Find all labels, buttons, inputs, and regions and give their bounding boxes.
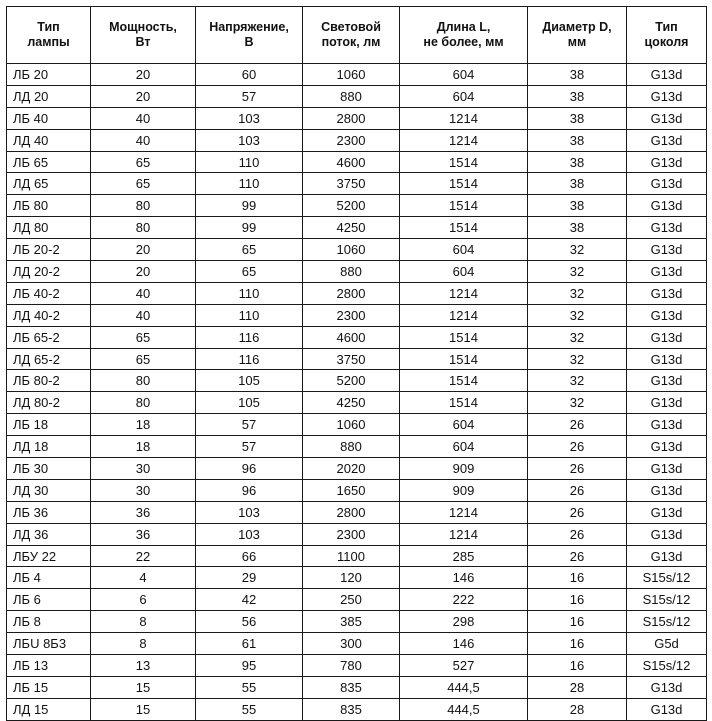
cell-luminous-flux: 780 [303, 655, 400, 677]
cell-voltage: 57 [196, 85, 303, 107]
cell-luminous-flux: 835 [303, 676, 400, 698]
cell-lamp-type: ЛБ 40-2 [7, 282, 91, 304]
cell-diameter: 38 [528, 85, 627, 107]
cell-base-type: S15s/12 [627, 655, 707, 677]
cell-base-type: S15s/12 [627, 611, 707, 633]
header-line: мм [567, 35, 587, 49]
cell-voltage: 103 [196, 107, 303, 129]
cell-base-type: G13d [627, 282, 707, 304]
cell-length: 604 [400, 239, 528, 261]
cell-lamp-type: ЛД 20 [7, 85, 91, 107]
cell-power: 80 [91, 392, 196, 414]
cell-length: 604 [400, 261, 528, 283]
table-row [7, 85, 707, 107]
cell-diameter: 32 [528, 392, 627, 414]
cell-length: 1514 [400, 326, 528, 348]
cell-base-type: G13d [627, 414, 707, 436]
cell-lamp-type: ЛД 36 [7, 523, 91, 545]
cell-luminous-flux: 2800 [303, 282, 400, 304]
cell-luminous-flux: 4250 [303, 217, 400, 239]
cell-length: 222 [400, 589, 528, 611]
table-row [7, 655, 707, 677]
cell-lamp-type: ЛБ 8 [7, 611, 91, 633]
header-line: Диаметр D, [542, 20, 612, 34]
header-length [400, 7, 528, 64]
table-row [7, 304, 707, 326]
cell-base-type: G13d [627, 348, 707, 370]
cell-power: 80 [91, 195, 196, 217]
cell-power: 80 [91, 217, 196, 239]
cell-power: 6 [91, 589, 196, 611]
cell-luminous-flux: 300 [303, 633, 400, 655]
cell-diameter: 16 [528, 589, 627, 611]
table-row [7, 458, 707, 480]
cell-lamp-type: ЛБ 80 [7, 195, 91, 217]
cell-length: 604 [400, 414, 528, 436]
cell-base-type: S15s/12 [627, 567, 707, 589]
cell-length: 444,5 [400, 676, 528, 698]
cell-diameter: 38 [528, 107, 627, 129]
cell-length: 604 [400, 85, 528, 107]
cell-diameter: 26 [528, 545, 627, 567]
table-row [7, 217, 707, 239]
cell-luminous-flux: 120 [303, 567, 400, 589]
cell-diameter: 16 [528, 567, 627, 589]
cell-base-type: G13d [627, 436, 707, 458]
lamp-spec-sheet [6, 6, 706, 717]
cell-lamp-type: ЛБ 20 [7, 64, 91, 86]
cell-base-type: G13d [627, 173, 707, 195]
cell-lamp-type: ЛБ 20-2 [7, 239, 91, 261]
cell-diameter: 38 [528, 151, 627, 173]
cell-diameter: 28 [528, 698, 627, 720]
cell-power: 20 [91, 239, 196, 261]
cell-lamp-type: ЛД 65-2 [7, 348, 91, 370]
cell-power: 40 [91, 107, 196, 129]
cell-voltage: 42 [196, 589, 303, 611]
cell-power: 20 [91, 64, 196, 86]
cell-voltage: 110 [196, 304, 303, 326]
table-row [7, 151, 707, 173]
cell-lamp-type: ЛБU 8Б3 [7, 633, 91, 655]
cell-length: 1214 [400, 501, 528, 523]
cell-power: 36 [91, 523, 196, 545]
cell-power: 40 [91, 129, 196, 151]
header-line: Тип [37, 20, 60, 34]
cell-diameter: 26 [528, 414, 627, 436]
cell-power: 40 [91, 304, 196, 326]
cell-length: 298 [400, 611, 528, 633]
cell-base-type: G13d [627, 85, 707, 107]
cell-base-type: G13d [627, 698, 707, 720]
cell-luminous-flux: 3750 [303, 348, 400, 370]
cell-length: 1214 [400, 523, 528, 545]
cell-lamp-type: ЛБ 40 [7, 107, 91, 129]
cell-diameter: 38 [528, 195, 627, 217]
cell-base-type: G13d [627, 392, 707, 414]
table-row [7, 479, 707, 501]
cell-power: 15 [91, 698, 196, 720]
cell-power: 30 [91, 458, 196, 480]
cell-luminous-flux: 2800 [303, 501, 400, 523]
cell-base-type: G13d [627, 326, 707, 348]
cell-lamp-type: ЛБ 65-2 [7, 326, 91, 348]
header-voltage [196, 7, 303, 64]
cell-length: 1514 [400, 392, 528, 414]
cell-length: 1514 [400, 348, 528, 370]
header-lamp-type [7, 7, 91, 64]
cell-base-type: G13d [627, 151, 707, 173]
cell-base-type: G13d [627, 261, 707, 283]
cell-luminous-flux: 5200 [303, 370, 400, 392]
table-row [7, 436, 707, 458]
header-line: Тип [655, 20, 678, 34]
cell-diameter: 16 [528, 611, 627, 633]
table-row [7, 107, 707, 129]
table-row [7, 633, 707, 655]
table-body [7, 64, 707, 721]
cell-length: 146 [400, 567, 528, 589]
cell-base-type: G13d [627, 479, 707, 501]
table-row [7, 676, 707, 698]
cell-luminous-flux: 1100 [303, 545, 400, 567]
header-line: Длина L, [436, 20, 491, 34]
cell-voltage: 60 [196, 64, 303, 86]
table-row [7, 326, 707, 348]
cell-diameter: 38 [528, 217, 627, 239]
cell-length: 1514 [400, 195, 528, 217]
cell-voltage: 116 [196, 348, 303, 370]
cell-voltage: 56 [196, 611, 303, 633]
cell-lamp-type: ЛБ 6 [7, 589, 91, 611]
cell-length: 604 [400, 436, 528, 458]
cell-voltage: 103 [196, 501, 303, 523]
cell-lamp-type: ЛБ 80-2 [7, 370, 91, 392]
header-line: Напряжение, [209, 20, 289, 34]
cell-base-type: G13d [627, 458, 707, 480]
cell-lamp-type: ЛБ 36 [7, 501, 91, 523]
header-line: поток, лм [321, 35, 381, 49]
cell-voltage: 103 [196, 523, 303, 545]
cell-lamp-type: ЛБ 4 [7, 567, 91, 589]
cell-voltage: 95 [196, 655, 303, 677]
table-row [7, 64, 707, 86]
cell-lamp-type: ЛД 18 [7, 436, 91, 458]
header-line: Световой [321, 20, 381, 34]
cell-length: 146 [400, 633, 528, 655]
cell-power: 8 [91, 633, 196, 655]
cell-base-type: G13d [627, 129, 707, 151]
cell-voltage: 96 [196, 479, 303, 501]
cell-voltage: 29 [196, 567, 303, 589]
cell-diameter: 38 [528, 129, 627, 151]
cell-diameter: 32 [528, 239, 627, 261]
cell-luminous-flux: 2800 [303, 107, 400, 129]
header-power [91, 7, 196, 64]
cell-diameter: 38 [528, 173, 627, 195]
cell-luminous-flux: 2300 [303, 129, 400, 151]
cell-luminous-flux: 2300 [303, 304, 400, 326]
cell-power: 65 [91, 348, 196, 370]
cell-voltage: 65 [196, 261, 303, 283]
header-line: В [244, 35, 254, 49]
cell-length: 1214 [400, 107, 528, 129]
cell-length: 909 [400, 458, 528, 480]
cell-diameter: 16 [528, 633, 627, 655]
cell-length: 1214 [400, 129, 528, 151]
header-luminous-flux [303, 7, 400, 64]
cell-power: 18 [91, 436, 196, 458]
cell-luminous-flux: 5200 [303, 195, 400, 217]
header-row [7, 7, 707, 64]
table-row [7, 173, 707, 195]
cell-diameter: 32 [528, 370, 627, 392]
cell-lamp-type: ЛД 15 [7, 698, 91, 720]
cell-luminous-flux: 4250 [303, 392, 400, 414]
cell-voltage: 57 [196, 414, 303, 436]
cell-luminous-flux: 880 [303, 261, 400, 283]
cell-base-type: G13d [627, 501, 707, 523]
cell-power: 20 [91, 85, 196, 107]
cell-power: 40 [91, 282, 196, 304]
cell-lamp-type: ЛБ 30 [7, 458, 91, 480]
cell-lamp-type: ЛБ 65 [7, 151, 91, 173]
cell-base-type: G13d [627, 107, 707, 129]
cell-diameter: 32 [528, 261, 627, 283]
cell-power: 8 [91, 611, 196, 633]
cell-diameter: 16 [528, 655, 627, 677]
cell-luminous-flux: 880 [303, 436, 400, 458]
cell-voltage: 110 [196, 151, 303, 173]
cell-luminous-flux: 1060 [303, 414, 400, 436]
cell-luminous-flux: 2020 [303, 458, 400, 480]
cell-voltage: 65 [196, 239, 303, 261]
cell-base-type: G13d [627, 217, 707, 239]
cell-power: 22 [91, 545, 196, 567]
cell-power: 30 [91, 479, 196, 501]
cell-voltage: 99 [196, 195, 303, 217]
cell-power: 80 [91, 370, 196, 392]
cell-lamp-type: ЛД 80 [7, 217, 91, 239]
cell-luminous-flux: 3750 [303, 173, 400, 195]
cell-luminous-flux: 1060 [303, 64, 400, 86]
table-row [7, 282, 707, 304]
cell-diameter: 26 [528, 523, 627, 545]
cell-power: 4 [91, 567, 196, 589]
cell-length: 444,5 [400, 698, 528, 720]
cell-luminous-flux: 1650 [303, 479, 400, 501]
cell-diameter: 38 [528, 64, 627, 86]
cell-power: 36 [91, 501, 196, 523]
cell-lamp-type: ЛД 40 [7, 129, 91, 151]
cell-power: 65 [91, 151, 196, 173]
cell-base-type: G13d [627, 545, 707, 567]
cell-length: 1514 [400, 173, 528, 195]
cell-power: 65 [91, 326, 196, 348]
cell-diameter: 26 [528, 479, 627, 501]
cell-lamp-type: ЛБ 15 [7, 676, 91, 698]
table-row [7, 239, 707, 261]
cell-luminous-flux: 4600 [303, 151, 400, 173]
cell-lamp-type: ЛД 80-2 [7, 392, 91, 414]
table-row [7, 370, 707, 392]
cell-voltage: 99 [196, 217, 303, 239]
cell-voltage: 105 [196, 392, 303, 414]
cell-voltage: 110 [196, 282, 303, 304]
cell-lamp-type: ЛБ 13 [7, 655, 91, 677]
cell-voltage: 57 [196, 436, 303, 458]
cell-voltage: 110 [196, 173, 303, 195]
cell-lamp-type: ЛД 20-2 [7, 261, 91, 283]
cell-power: 65 [91, 173, 196, 195]
cell-luminous-flux: 1060 [303, 239, 400, 261]
header-line: Вт [135, 35, 151, 49]
table-row [7, 348, 707, 370]
cell-length: 1214 [400, 304, 528, 326]
cell-luminous-flux: 385 [303, 611, 400, 633]
cell-power: 20 [91, 261, 196, 283]
cell-lamp-type: ЛБ 18 [7, 414, 91, 436]
table-row [7, 195, 707, 217]
table-row [7, 523, 707, 545]
cell-luminous-flux: 4600 [303, 326, 400, 348]
cell-base-type: G13d [627, 523, 707, 545]
table-row [7, 567, 707, 589]
cell-length: 604 [400, 64, 528, 86]
table-header [7, 7, 707, 64]
cell-length: 1514 [400, 217, 528, 239]
cell-base-type: S15s/12 [627, 589, 707, 611]
cell-base-type: G13d [627, 370, 707, 392]
cell-luminous-flux: 250 [303, 589, 400, 611]
header-line: Мощность, [109, 20, 177, 34]
cell-diameter: 26 [528, 436, 627, 458]
header-base-type [627, 7, 707, 64]
cell-power: 15 [91, 676, 196, 698]
cell-length: 527 [400, 655, 528, 677]
header-line: не более, мм [423, 35, 504, 49]
header-line: цоколя [644, 35, 689, 49]
cell-base-type: G13d [627, 64, 707, 86]
cell-voltage: 61 [196, 633, 303, 655]
header-line: лампы [27, 35, 70, 49]
cell-length: 1514 [400, 151, 528, 173]
cell-diameter: 28 [528, 676, 627, 698]
cell-length: 285 [400, 545, 528, 567]
cell-voltage: 116 [196, 326, 303, 348]
cell-voltage: 55 [196, 698, 303, 720]
cell-diameter: 32 [528, 348, 627, 370]
table-row [7, 545, 707, 567]
table-row [7, 698, 707, 720]
cell-base-type: G13d [627, 304, 707, 326]
cell-diameter: 26 [528, 458, 627, 480]
cell-lamp-type: ЛД 30 [7, 479, 91, 501]
cell-length: 909 [400, 479, 528, 501]
cell-lamp-type: ЛД 40-2 [7, 304, 91, 326]
table-row [7, 129, 707, 151]
cell-luminous-flux: 835 [303, 698, 400, 720]
cell-voltage: 96 [196, 458, 303, 480]
table-row [7, 414, 707, 436]
cell-lamp-type: ЛБУ 22 [7, 545, 91, 567]
cell-base-type: G5d [627, 633, 707, 655]
cell-base-type: G13d [627, 195, 707, 217]
table-row [7, 589, 707, 611]
table-row [7, 501, 707, 523]
cell-voltage: 105 [196, 370, 303, 392]
cell-luminous-flux: 880 [303, 85, 400, 107]
table-row [7, 392, 707, 414]
cell-voltage: 103 [196, 129, 303, 151]
cell-voltage: 55 [196, 676, 303, 698]
cell-lamp-type: ЛД 65 [7, 173, 91, 195]
table-row [7, 611, 707, 633]
cell-power: 13 [91, 655, 196, 677]
cell-length: 1214 [400, 282, 528, 304]
cell-diameter: 26 [528, 501, 627, 523]
table-row [7, 261, 707, 283]
lamp-spec-table [6, 6, 707, 721]
cell-voltage: 66 [196, 545, 303, 567]
cell-diameter: 32 [528, 326, 627, 348]
cell-power: 18 [91, 414, 196, 436]
cell-length: 1514 [400, 370, 528, 392]
cell-base-type: G13d [627, 239, 707, 261]
header-diameter [528, 7, 627, 64]
cell-base-type: G13d [627, 676, 707, 698]
cell-diameter: 32 [528, 304, 627, 326]
cell-luminous-flux: 2300 [303, 523, 400, 545]
cell-diameter: 32 [528, 282, 627, 304]
